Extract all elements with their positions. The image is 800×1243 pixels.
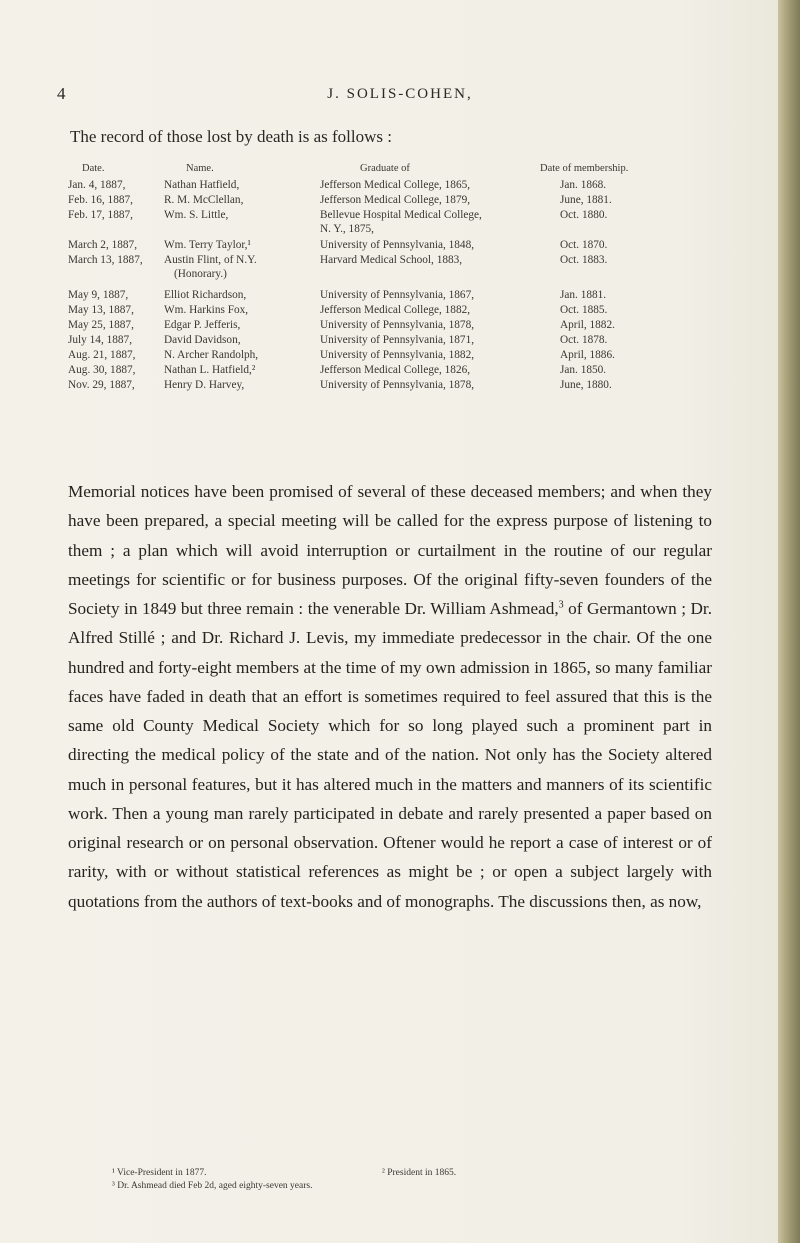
footnote-line <box>112 1168 672 1181</box>
row-date: March 2, 1887, <box>68 239 138 251</box>
table-row <box>68 333 708 348</box>
row-graduate: Jefferson Medical College, 1865, <box>320 179 471 191</box>
body-text-part1: Memorial notices have been promised of several of these deceased members; and when they have been prepared, a special meeting will be called for the express purpose of listening to them ; a plan which will avoid interruption or curtailment in the routine of our regular meetings for scientific or for business purposes. Of the original fifty-seven founders of the Society in 1849 but three remain : the venerable Dr. William Ashmead, <box>68 482 712 618</box>
table-header <box>68 163 708 178</box>
footnote-ref: 3 <box>558 599 564 611</box>
row-name: N. Archer Randolph, <box>164 349 259 361</box>
running-head: J. SOLIS-COHEN, <box>327 86 473 102</box>
row-membership: Oct. 1878. <box>560 334 608 346</box>
header-name: Name. <box>186 163 214 174</box>
row-date: Aug. 21, 1887, <box>68 349 136 361</box>
death-record-table <box>68 163 708 393</box>
row-date: Feb. 17, 1887, <box>68 209 133 221</box>
row-graduate: Harvard Medical School, 1883, <box>320 254 463 266</box>
row-date: Aug. 30, 1887, <box>68 364 136 376</box>
row-name: Nathan Hatfield, <box>164 179 240 191</box>
row-date: May 9, 1887, <box>68 289 129 301</box>
footnote-2: ² President in 1865. <box>382 1168 457 1178</box>
row-graduate-cont: N. Y., 1875, <box>320 223 374 235</box>
row-name: R. M. McClellan, <box>164 194 244 206</box>
row-date: Jan. 4, 1887, <box>68 179 126 191</box>
row-graduate: Jefferson Medical College, 1826, <box>320 364 471 376</box>
table-row <box>68 303 708 318</box>
row-name: Henry D. Harvey, <box>164 379 245 391</box>
header-membership: Date of membership. <box>540 163 629 174</box>
row-membership: Jan. 1881. <box>560 289 607 301</box>
row-membership: April, 1886. <box>560 349 615 361</box>
row-name: Edgar P. Jefferis, <box>164 319 241 331</box>
row-membership: Jan. 1850. <box>560 364 607 376</box>
row-membership: June, 1881. <box>560 194 612 206</box>
table-row <box>68 193 708 208</box>
row-name: Elliot Richardson, <box>164 289 247 301</box>
row-graduate: University of Pennsylvania, 1882, <box>320 349 475 361</box>
row-graduate: University of Pennsylvania, 1867, <box>320 289 475 301</box>
page-edge <box>778 0 800 1243</box>
row-membership: April, 1882. <box>560 319 615 331</box>
row-name: Wm. Harkins Fox, <box>164 304 249 316</box>
page-number: 4 <box>57 84 66 103</box>
table-row <box>68 363 708 378</box>
row-name-cont: (Honorary.) <box>174 268 227 280</box>
row-graduate: University of Pennsylvania, 1878, <box>320 379 475 391</box>
body-paragraph <box>68 477 712 916</box>
row-graduate: University of Pennsylvania, 1878, <box>320 319 475 331</box>
table-row <box>68 318 708 333</box>
row-membership: Oct. 1870. <box>560 239 608 251</box>
row-date: May 13, 1887, <box>68 304 134 316</box>
row-membership: Oct. 1885. <box>560 304 608 316</box>
row-name: Austin Flint, of N.Y. <box>164 254 257 266</box>
row-graduate: Bellevue Hospital Medical College, <box>320 209 482 221</box>
table-row <box>68 208 708 238</box>
row-name: Wm. S. Little, <box>164 209 229 221</box>
table-row <box>68 378 708 393</box>
row-membership: Jan. 1868. <box>560 179 607 191</box>
row-membership: Oct. 1880. <box>560 209 608 221</box>
table-row <box>68 178 708 193</box>
row-graduate: University of Pennsylvania, 1848, <box>320 239 475 251</box>
row-name: David Davidson, <box>164 334 241 346</box>
header-graduate: Graduate of <box>360 163 410 174</box>
row-date: May 25, 1887, <box>68 319 134 331</box>
row-date: July 14, 1887, <box>68 334 133 346</box>
footnote-line <box>112 1181 672 1194</box>
table-row <box>68 348 708 363</box>
row-membership: June, 1880. <box>560 379 612 391</box>
row-graduate: Jefferson Medical College, 1882, <box>320 304 471 316</box>
row-graduate: University of Pennsylvania, 1871, <box>320 334 475 346</box>
table-row <box>68 253 708 288</box>
row-name: Wm. Terry Taylor,¹ <box>164 239 251 251</box>
table-row <box>68 288 708 303</box>
row-date: March 13, 1887, <box>68 254 143 266</box>
header-date: Date. <box>82 163 105 174</box>
table-row <box>68 238 708 253</box>
row-date: Feb. 16, 1887, <box>68 194 133 206</box>
row-graduate: Jefferson Medical College, 1879, <box>320 194 471 206</box>
footnote-1: ¹ Vice-President in 1877. <box>112 1168 207 1178</box>
row-membership: Oct. 1883. <box>560 254 608 266</box>
body-text-part2: of Germantown ; Dr. Alfred Stillé ; and Dr. Richard J. Levis, my immediate predecessor in the chair. Of the one hundred and forty-eight members at the time of my own admission in 1865, so many familiar faces have faded in death that an effort is sometimes required to feel assured that this is the same old County Medical Society which for so long played such a prominent part in directing the medical policy of the state and of the nation. Not only has the Society altered much in personal features, but it has altered much in the matters and manners of its scientific work. Then a young man rarely participated in debate and rarely presented a paper based on original research or on personal observation. Oftener would he report a case of interest or of rarity, with or without statistical references as might be ; or open a subject largely with quotations from the authors of text-books and of monographs. The discussions then, as now, <box>68 599 712 911</box>
intro-line: The record of those lost by death is as follows : <box>70 127 392 146</box>
row-name: Nathan L. Hatfield,² <box>164 364 256 376</box>
footnotes <box>112 1168 672 1194</box>
footnote-3: ³ Dr. Ashmead died Feb 2d, aged eighty-seven years. <box>112 1181 313 1191</box>
row-date: Nov. 29, 1887, <box>68 379 135 391</box>
